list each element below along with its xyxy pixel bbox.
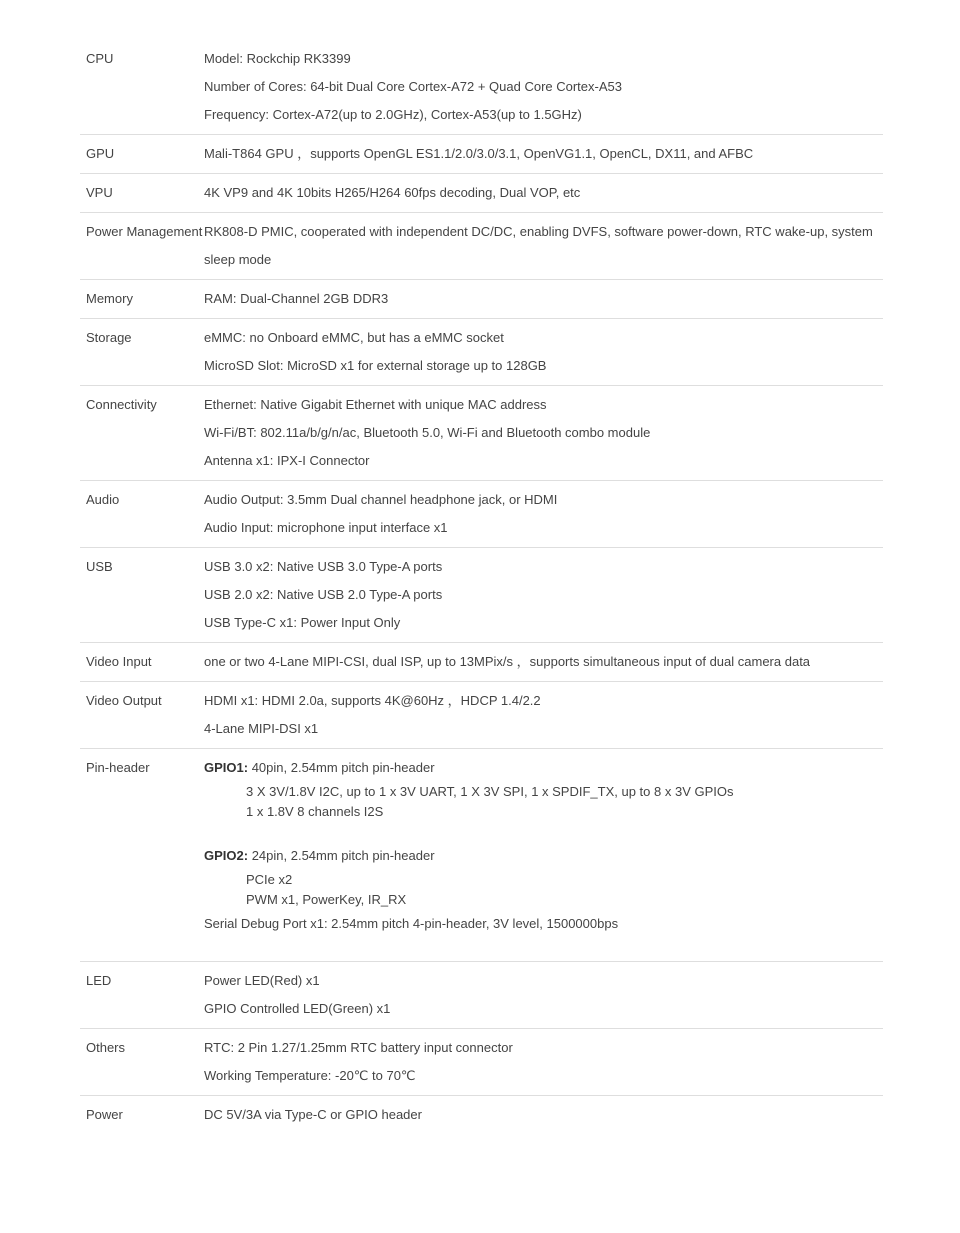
gpio1-desc: 40pin, 2.54mm pitch pin-header <box>248 760 435 775</box>
spec-value: DC 5V/3A via Type-C or GPIO header <box>204 1107 422 1122</box>
spec-label: Connectivity <box>86 397 157 412</box>
spec-value: Ethernet: Native Gigabit Ethernet with unique MAC address <box>204 397 547 412</box>
spec-label: LED <box>86 973 112 988</box>
spec-label: Audio <box>86 492 120 507</box>
spec-values <box>204 45 883 129</box>
spec-label: Storage <box>86 330 132 345</box>
spacer <box>204 822 883 842</box>
spec-row-led <box>80 962 883 1029</box>
spec-table <box>80 40 883 1134</box>
spec-row-connectivity <box>80 386 883 481</box>
spec-value: HDMI x1: HDMI 2.0a, supports 4K@60Hz ，HDCP 1.4/2.2 <box>204 693 541 708</box>
spec-value: Working Temperature: -20℃ to 70℃ <box>204 1068 416 1083</box>
spec-values <box>204 285 883 313</box>
spec-value: MicroSD Slot: MicroSD x1 for external storage up to 128GB <box>204 358 547 373</box>
spec-row-others <box>80 1029 883 1096</box>
spec-values <box>204 140 883 168</box>
spec-label: Power <box>86 1107 123 1122</box>
spec-row-audio <box>80 481 883 548</box>
spec-row-power <box>80 1096 883 1134</box>
spec-label: VPU <box>86 185 113 200</box>
gpio2-desc: 24pin, 2.54mm pitch pin-header <box>248 848 435 863</box>
spec-value: Model: Rockchip RK3399 <box>204 51 351 66</box>
gpio1-sub: 1 x 1.8V 8 channels I2S <box>246 804 384 819</box>
spec-label: USB <box>86 559 113 574</box>
spec-row-usb <box>80 548 883 643</box>
spec-value: Audio Output: 3.5mm Dual channel headphone jack, or HDMI <box>204 492 558 507</box>
spec-value: USB 3.0 x2: Native USB 3.0 Type-A ports <box>204 559 443 574</box>
spec-values <box>204 967 883 1023</box>
spec-values <box>204 1101 883 1129</box>
gpio1-sub: 3 X 3V/1.8V I2C, up to 1 x 3V UART, 1 X 3V SPI, 1 x SPDIF_TX, up to 8 x 3V GPIOs <box>246 784 734 799</box>
spec-label: Power Management <box>86 224 203 239</box>
spec-label: CPU <box>86 51 114 66</box>
spec-values <box>204 218 883 274</box>
spec-value: Power LED(Red) x1 <box>204 973 320 988</box>
gpio2-line <box>204 842 883 870</box>
spec-row-video-input <box>80 643 883 682</box>
spec-label: Pin-header <box>86 760 150 775</box>
spec-value: GPIO Controlled LED(Green) x1 <box>204 1001 391 1016</box>
spec-values <box>204 553 883 637</box>
spec-row-pin-header <box>80 749 883 962</box>
spec-value: Mali-T864 GPU ，supports OpenGL ES1.1/2.0/3.0/3.1, OpenVG1.1, OpenCL, DX11, and AFBC <box>204 146 754 161</box>
spec-value: RK808-D PMIC, cooperated with independent DC/DC, enabling DVFS, software power-down, RTC wake-up, system sleep mode <box>204 224 873 267</box>
spec-label: Others <box>86 1040 126 1055</box>
spec-label: Video Output <box>86 693 162 708</box>
serial-debug-line: Serial Debug Port x1: 2.54mm pitch 4-pin-header, 3V level, 1500000bps <box>204 916 619 931</box>
spec-value: 4K VP9 and 4K 10bits H265/H264 60fps decoding, Dual VOP, etc <box>204 185 581 200</box>
spec-label: Video Input <box>86 654 152 669</box>
spec-values <box>204 179 883 207</box>
spec-row-cpu <box>80 40 883 135</box>
spec-value: eMMC: no Onboard eMMC, but has a eMMC socket <box>204 330 504 345</box>
spec-value: RTC: 2 Pin 1.27/1.25mm RTC battery input connector <box>204 1040 513 1055</box>
spec-values <box>204 391 883 475</box>
spec-values <box>204 754 883 956</box>
gpio1-line <box>204 754 883 782</box>
spec-label: Memory <box>86 291 133 306</box>
spec-value: Audio Input: microphone input interface x1 <box>204 520 448 535</box>
spec-value: USB Type-C x1: Power Input Only <box>204 615 401 630</box>
spec-value: 4-Lane MIPI-DSI x1 <box>204 721 319 736</box>
spec-value: Antenna x1: IPX-I Connector <box>204 453 370 468</box>
gpio2-sub: PCIe x2 <box>246 872 293 887</box>
gpio2-title: GPIO2: <box>204 848 249 863</box>
spec-value: Number of Cores: 64-bit Dual Core Cortex-A72 + Quad Core Cortex-A53 <box>204 79 622 94</box>
spec-row-storage <box>80 319 883 386</box>
spec-row-video-output <box>80 682 883 749</box>
spec-row-gpu <box>80 135 883 174</box>
spec-value: Frequency: Cortex-A72(up to 2.0GHz), Cortex-A53(up to 1.5GHz) <box>204 107 582 122</box>
spec-value: RAM: Dual-Channel 2GB DDR3 <box>204 291 389 306</box>
spec-values <box>204 486 883 542</box>
spec-label: GPU <box>86 146 115 161</box>
spec-value: USB 2.0 x2: Native USB 2.0 Type-A ports <box>204 587 443 602</box>
spec-row-memory <box>80 280 883 319</box>
gpio2-sub: PWM x1, PowerKey, IR_RX <box>246 892 407 907</box>
gpio1-title: GPIO1: <box>204 760 249 775</box>
spec-row-power-management <box>80 213 883 280</box>
spec-values <box>204 648 883 676</box>
spec-row-vpu <box>80 174 883 213</box>
spec-values <box>204 687 883 743</box>
spec-values <box>204 1034 883 1090</box>
spec-value: one or two 4-Lane MIPI-CSI, dual ISP, up to 13MPix/s ，supports simultaneous input of dual camera data <box>204 654 811 669</box>
spec-value: Wi-Fi/BT: 802.11a/b/g/n/ac, Bluetooth 5.0, Wi-Fi and Bluetooth combo module <box>204 425 651 440</box>
spec-values <box>204 324 883 380</box>
